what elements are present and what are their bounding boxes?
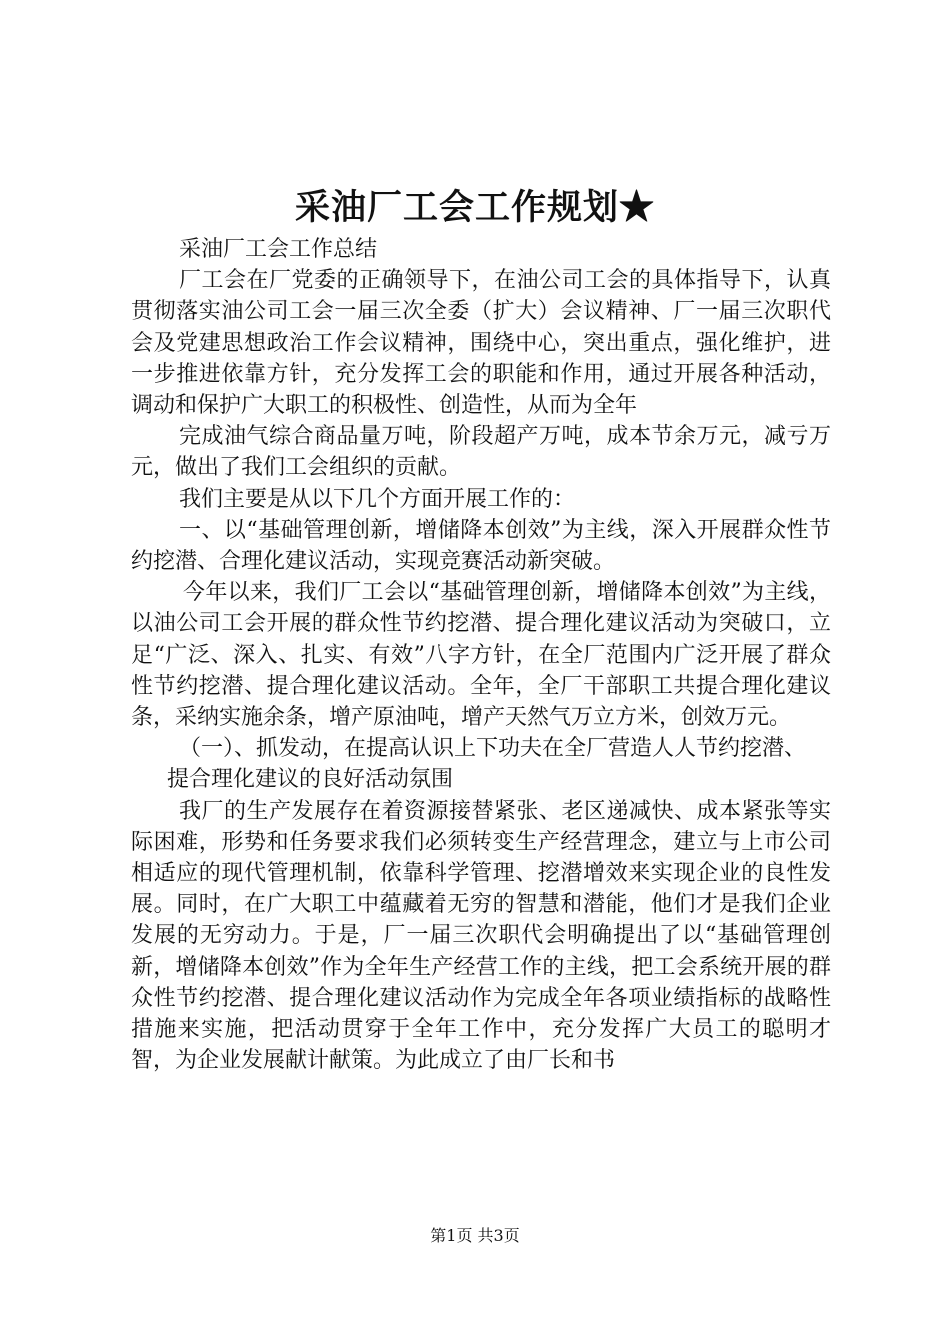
paragraph: 我厂的生产发展存在着资源接替紧张、老区递减快、成本紧张等实际困难，形势和任务要求我们必须转变生产经营理念，建立与上市公司相适应的现代管理机制，依靠科学管理、挖潜增效来实现企业的良性发展。同时，在广大职工中蕴藏着无穷的智慧和潜能，他们才是我们企业发展的无穷动力。于是，厂一届三次职代会明确提出了以“基础管理创新，增储降本创效”作为全年生产经营工作的主线，把工会系统开展的群众性节约挖潜、提合理化建议活动作为完成全年各项业绩指标的战略性措施来实施，把活动贯穿于全年工作中，充分发挥广大员工的聪明才智，为企业发展献计献策。为此成立了由厂长和书 (131, 798, 831, 1074)
paragraph: 今年以来，我们厂工会以“基础管理创新，增储降本创效”为主线，以油公司工会开展的群众性节约挖潜、提合理化建议活动为突破口，立足“广泛、深入、扎实、有效”八字方针，在全厂范围内广泛开展了群众性节约挖潜、提合理化建议活动。全年，全厂干部职工共提合理化建议条，采纳实施余条，增产原油吨，增产天然气万立方米，创效万元。 (131, 580, 831, 731)
document-title: 采油厂工会工作规划★ (294, 187, 655, 228)
paragraph: 我们主要是从以下几个方面开展工作的： (179, 486, 576, 512)
paragraph: 完成油气综合商品量万吨，阶段超产万吨，成本节余万元，减亏万元，做出了我们工会组织的贡献。 (131, 424, 831, 481)
page-footer: 第1页 共3页 (430, 1226, 520, 1245)
paragraph-heading: 采油厂工会工作总结 (179, 237, 378, 262)
paragraph: 厂工会在厂党委的正确领导下，在油公司工会的具体指导下，认真贯彻落实油公司工会一届三次全委（扩大）会议精神、厂一届三次职代会及党建思想政治工作会议精神，围绕中心，突出重点，强化维护，进一步推进依靠方针，充分发挥工会的职能和作用，通过开展各种活动，调动和保护广大职工的积极性、创造性，从而为全年 (131, 268, 831, 419)
subsection-heading: （一）、抓发动，在提高认识上下功夫在全厂营造人人节约挖潜、 (179, 736, 807, 762)
subsection-heading-continued: 提合理化建议的良好活动氛围 (167, 767, 454, 793)
section-heading: 一、以“基础管理创新，增储降本创效”为主线，深入开展群众性节约挖潜、合理化建议活动，实现竞赛活动新突破。 (131, 517, 831, 575)
document-body (131, 234, 831, 1076)
